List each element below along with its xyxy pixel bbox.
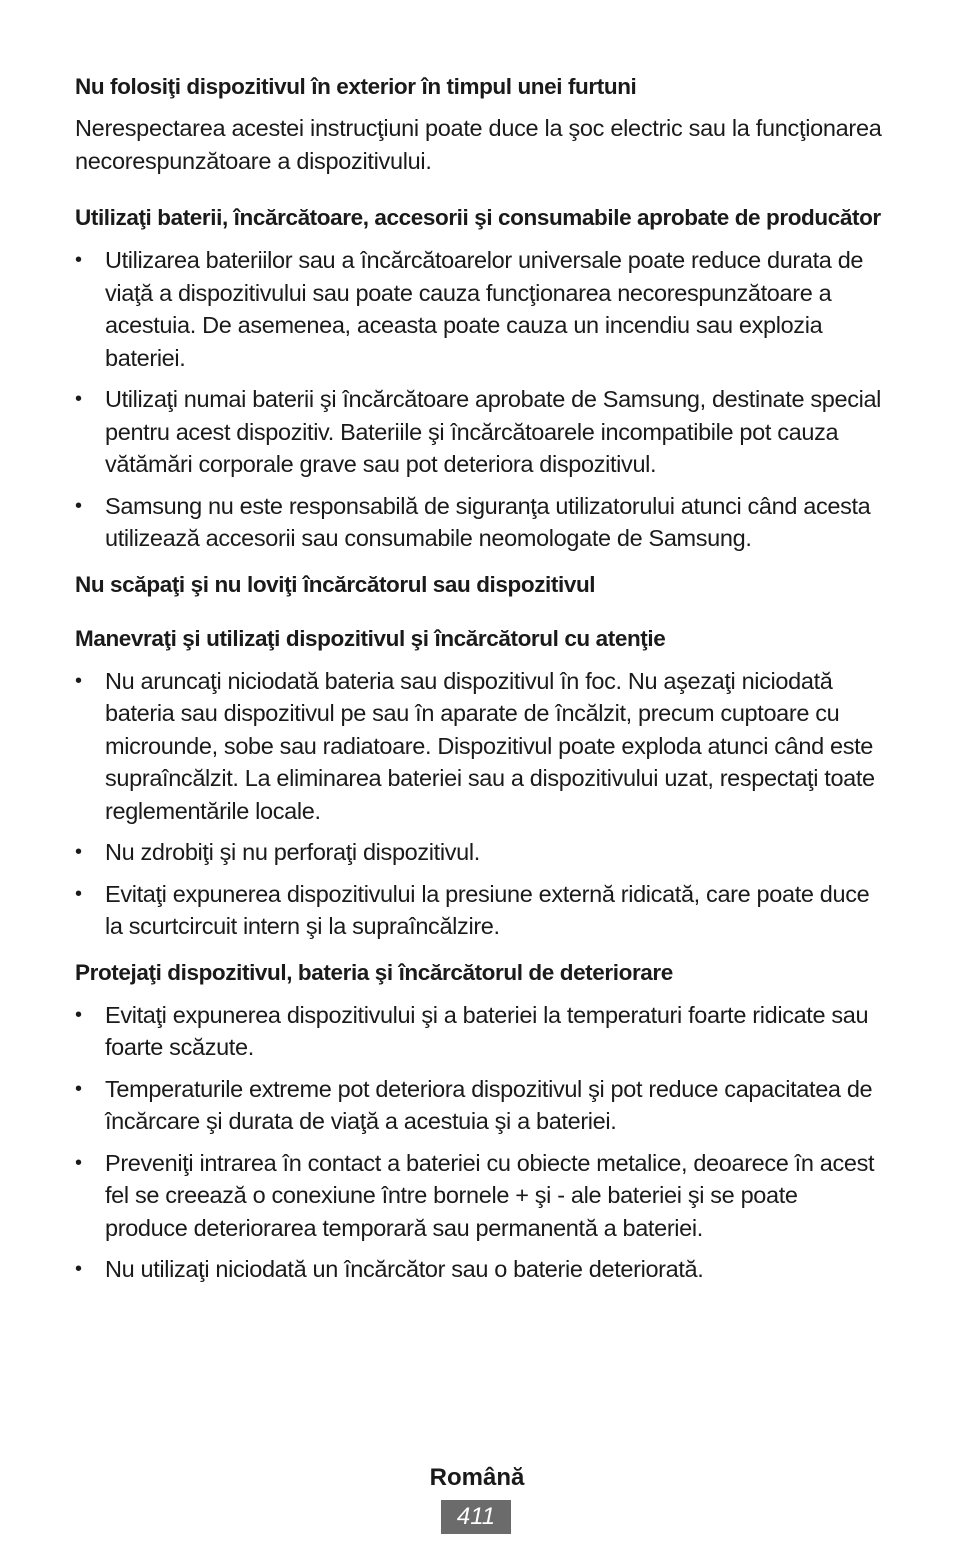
section-heading: Utilizaţi baterii, încărcătoare, accesorii şi consumabile aprobate de producător: [75, 205, 881, 230]
bullet-marker: •: [75, 882, 82, 905]
list-item: [75, 1253, 885, 1286]
bullet-marker: •: [75, 388, 82, 410]
section-heading: Manevraţi şi utilizaţi dispozitivul şi încărcătorul cu atenţie: [75, 625, 666, 651]
document-body: [75, 70, 885, 1295]
bullet-marker: •: [75, 1077, 82, 1100]
list-item: [75, 490, 885, 555]
section-heading: Protejaţi dispozitivul, bateria şi încărcătorul de deteriorare: [75, 959, 673, 985]
page-number-badge: 411: [441, 1500, 511, 1534]
bullet-marker: •: [75, 1151, 82, 1174]
section-heading: Nu folosiţi dispozitivul în exterior în timpul unei furtuni: [75, 74, 637, 99]
list-item-text: Nu zdrobiţi şi nu perforaţi dispozitivul.: [105, 839, 480, 865]
list-item: [75, 1147, 885, 1245]
footer-language: Română: [429, 1464, 525, 1491]
list-item-text: Utilizaţi numai baterii şi încărcătoare aprobate de Samsung, destinate special pentru acest dispozitiv. Bateriile şi încărcătoarele incompatibile pot cauza vătămări corporale grave sau pot deteriora dispozitivul.: [105, 386, 882, 477]
bullet-marker: •: [75, 249, 82, 271]
list-item: [75, 665, 885, 828]
bullet-marker: •: [75, 1258, 82, 1280]
list-item: [75, 836, 885, 869]
bullet-marker: •: [75, 669, 82, 692]
list-item-text: Temperaturile extreme pot deteriora dispozitivul şi pot reduce capacitatea de încărcare şi durata de viaţă a acestuia şi a bateriei.: [105, 1075, 873, 1134]
list-item-text: Evitaţi expunerea dispozitivului la presiune externă ridicată, care poate duce la scurtcircuit intern şi la supraîncălzire.: [105, 880, 870, 939]
list-item: [75, 383, 885, 481]
section-drop: [75, 568, 885, 601]
bullet-marker: •: [75, 494, 82, 517]
bullet-list: [75, 999, 885, 1286]
section-handle-with-care: [75, 622, 885, 943]
list-item-text: Utilizarea bateriilor sau a încărcătoarelor universale poate reduce durata de viaţă a dispozitivului sau poate cauza funcţionarea necorespunzătoare a acestuia. De asemenea, aceasta poate cauza un incendiu sau explozia bateriei.: [105, 247, 864, 371]
bullet-list: [75, 244, 885, 555]
list-item: [75, 999, 885, 1064]
list-item-text: Preveniţi intrarea în contact a bateriei cu obiecte metalice, deoarece în acest fel se creează o conexiune între bornele + şi - ale bateriei şi se poate produce deteriorarea temporară sau permanentă a bateriei.: [105, 1149, 875, 1241]
bullet-marker: •: [75, 1003, 82, 1026]
list-item-text: Nu aruncaţi niciodată bateria sau dispozitivul în foc. Nu aşezaţi niciodată bateria sau dispozitivul pe sau în aparate de încălzit, precum cuptoare cu microunde, sobe sau radiatoare. Dispozitivul poate exploda atunci când este supraîncălzit. La eliminarea bateriei sau a dispozitivului uzat, respectaţi toate reglementările locale.: [105, 667, 875, 824]
bullet-list: [75, 665, 885, 943]
list-item-text: Samsung nu este responsabilă de siguranţa utilizatorului atunci când acesta utilizează accesorii sau consumabile neomologate de Samsung.: [105, 492, 871, 551]
list-item-text: Evitaţi expunerea dispozitivului şi a bateriei la temperaturi foarte ridicate sau foarte scăzute.: [105, 1001, 869, 1060]
bullet-marker: •: [75, 841, 82, 863]
list-item-text: Nu utilizaţi niciodată un încărcător sau o baterie deteriorată.: [105, 1256, 704, 1282]
section-protect-device: [75, 956, 885, 1286]
section-paragraph: Nerespectarea acestei instrucţiuni poate duce la şoc electric sau la funcţionarea necorespunzătoare a dispozitivului.: [75, 115, 882, 174]
section-heading: Nu scăpaţi şi nu loviţi încărcătorul sau dispozitivul: [75, 571, 596, 597]
list-item: [75, 878, 885, 943]
list-item: [75, 1073, 885, 1138]
list-item: [75, 244, 885, 374]
section-approved-accessories: [75, 201, 885, 555]
section-storm: [75, 70, 885, 178]
